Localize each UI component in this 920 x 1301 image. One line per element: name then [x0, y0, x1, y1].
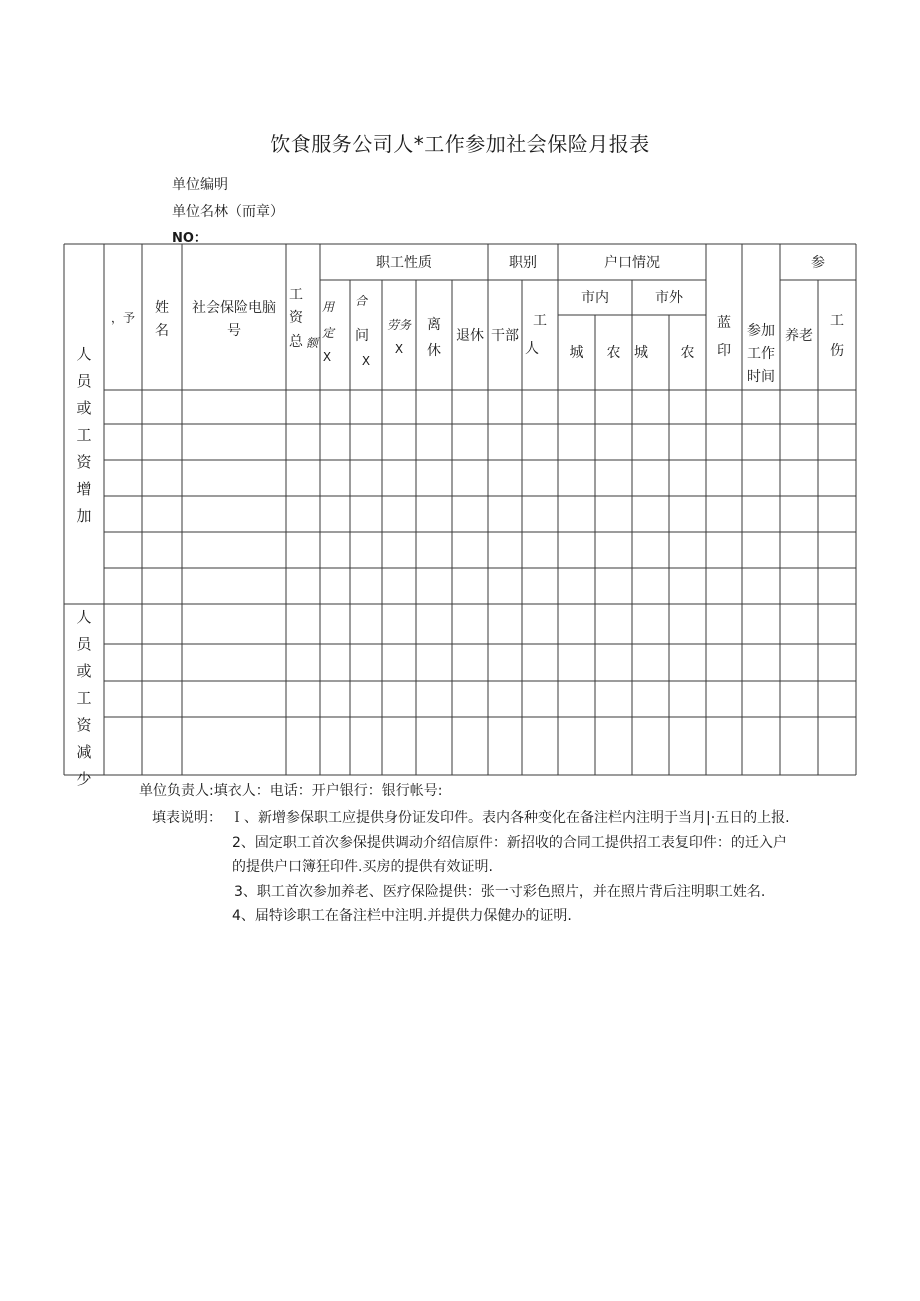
header-wage-4: 额: [305, 336, 318, 350]
header-worker-1: 工: [533, 313, 547, 329]
header-rural-out: 农: [680, 345, 695, 361]
section-decrease-label: 人员或工资减少: [76, 608, 92, 788]
header-labor-2: X: [394, 342, 404, 356]
header-join-time-2: 工作: [747, 346, 775, 362]
header-in-city: 市内: [581, 290, 609, 306]
header-employee-nature: 职工性质: [376, 255, 432, 271]
header-retired: 退休: [456, 328, 484, 344]
header-name-1: 姓: [155, 300, 169, 316]
header-urban-out: 城: [634, 345, 648, 361]
header-fixed-2: 定: [321, 326, 334, 340]
header-retired-li-1: 离: [427, 317, 441, 333]
note-item-1: Ｉ、新增参保职工应提供身份证发印件。表内各种变化在备注栏内注明于当月|·五日的上报.: [230, 810, 790, 826]
form-number-label: NO：: [172, 231, 207, 246]
header-hukou: 户口情况: [604, 255, 660, 271]
header-insurance: 参: [811, 255, 825, 271]
header-join-time-3: 时间: [747, 369, 775, 385]
header-blue-stamp-1: 蓝: [717, 315, 731, 331]
header-si-number-2: 号: [227, 323, 241, 339]
header-wage-1: 工: [289, 287, 303, 303]
section-increase-label: 人员或工资增加: [76, 345, 92, 525]
header-labor-1: 劳务: [386, 318, 411, 332]
header-contract-3: X: [361, 354, 371, 368]
header-join-time-1: 参加: [747, 323, 775, 339]
header-pension: 养老: [785, 328, 813, 344]
signature-line: 单位负责人:填衣人：电话：开户银行：银行帐号:: [139, 783, 443, 799]
header-urban-in: 城: [569, 345, 584, 361]
header-injury-2: 伤: [830, 343, 844, 359]
unit-code-label: 单位编明: [172, 177, 228, 193]
header-rank: 职别: [509, 255, 537, 271]
notes-label: 填表说明：: [152, 810, 222, 826]
header-contract-1: 合: [354, 294, 367, 308]
header-wage-3: 总: [289, 334, 303, 350]
header-retired-li-2: 休: [427, 343, 441, 359]
note-item-2a: 2、固定职工首次参保提供调动介绍信原件：新招收的合同工提供招工表复印件：的迁入户: [232, 835, 787, 851]
note-item-4: 4、届特诊职工在备注栏中注明.并提供力保健办的证明.: [232, 908, 572, 924]
unit-name-label: 单位名林（而章）: [172, 204, 284, 220]
header-wage-2: 资: [289, 310, 303, 326]
header-contract-2: 问: [355, 328, 369, 344]
header-sequence: ，予: [110, 311, 135, 325]
header-fixed-1: 用: [321, 300, 334, 314]
note-item-2b: 的提供户口簿狂印件.买房的提供有效证明.: [232, 859, 493, 875]
header-fixed-3: X: [322, 350, 332, 364]
header-name-2: 名: [155, 323, 169, 339]
header-worker-2: 人: [525, 341, 539, 357]
header-out-city: 市外: [655, 290, 683, 306]
header-si-number-1: 社会保险电脑: [192, 300, 276, 316]
header-injury-1: 工: [830, 313, 844, 329]
note-item-3: 3、职工首次参加养老、医疗保险提供：张一寸彩色照片，并在照片背后注明职工姓名.: [234, 884, 766, 900]
header-cadre: 干部: [491, 328, 519, 344]
header-blue-stamp-2: 印: [717, 343, 731, 359]
page-title: 饮食服务公司人*工作参加社会保险月报表: [270, 132, 650, 156]
header-rural-in: 农: [606, 345, 621, 361]
